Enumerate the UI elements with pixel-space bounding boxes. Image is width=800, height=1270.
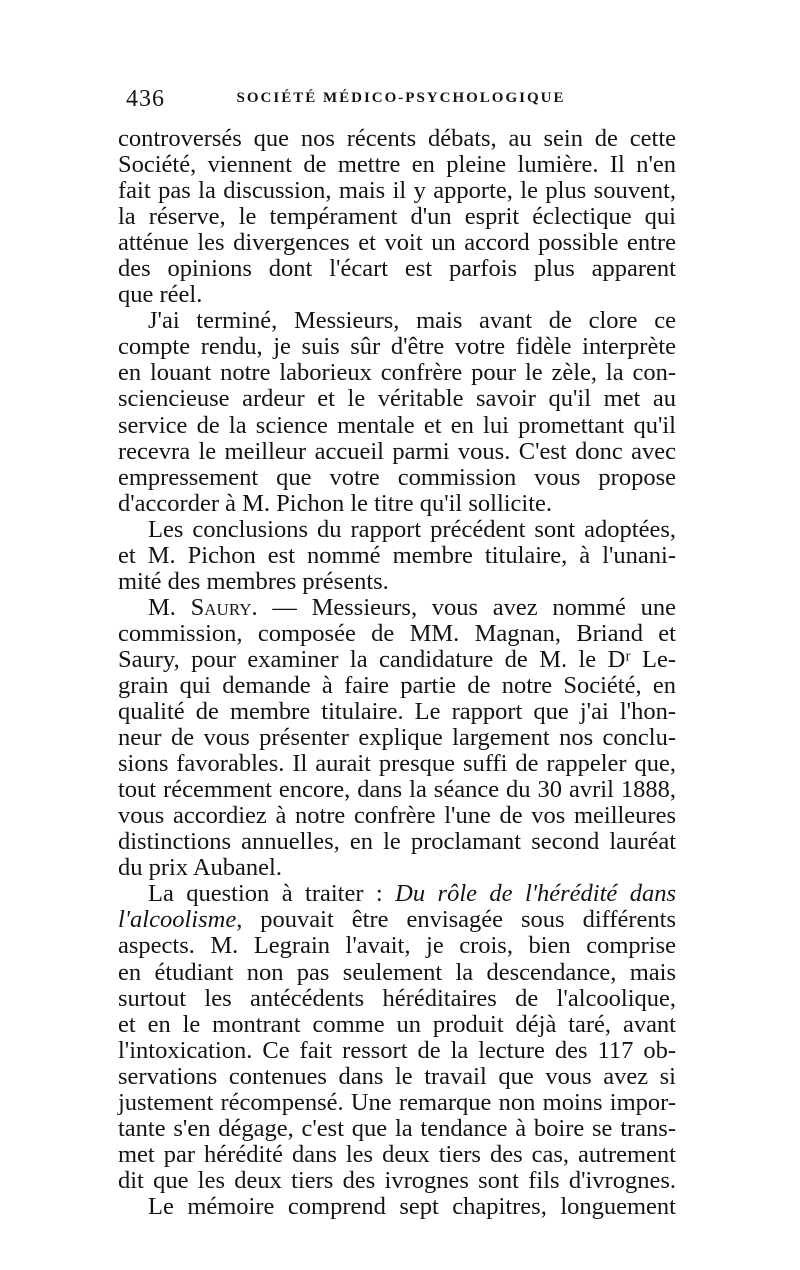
text-line: tante s'en dégage, c'est que la tendance à boire se trans-	[118, 1114, 676, 1142]
text-line: du prix Aubanel.	[118, 854, 282, 882]
text-line: surtout les antécédents héréditaires de l'alcoolique,	[118, 984, 676, 1012]
text-line: vous accordiez à notre confrère l'une de vos meilleures	[118, 802, 676, 830]
body-text	[118, 126, 676, 1220]
text-line: tout récemment encore, dans la séance du 30 avril 1888,	[118, 776, 676, 804]
text-line: dit que les deux tiers des ivrognes sont fils d'ivrognes.	[118, 1166, 676, 1194]
text-line: et M. Pichon est nommé membre titulaire, à l'unani-	[118, 541, 676, 569]
text-line: grain qui demande à faire partie de notre Société, en	[118, 671, 676, 699]
text-line	[118, 881, 676, 907]
text-line: met par hérédité dans les deux tiers des cas, autrement	[118, 1140, 676, 1168]
italic-title: Du rôle de l'hérédité dans	[395, 880, 677, 908]
text-line: distinctions annuelles, en le proclamant second lauréat	[118, 828, 676, 856]
text-line: aspects. M. Legrain l'avait, je crois, bien comprise	[118, 932, 676, 960]
text-line: en étudiant non pas seulement la descendance, mais	[118, 958, 676, 986]
text-line: service de la science mentale et en lui promettant qu'il	[118, 411, 676, 439]
text-line: Saury, pour examiner la candidature de M. le Dʳ Le-	[118, 645, 676, 673]
italic-title: l'alcoolisme	[118, 906, 237, 934]
text-line: empressement que votre commission vous propose	[118, 463, 676, 491]
text-segment: , pouvait être envisagée sous différents	[236, 906, 676, 934]
text-line: commission, composée de MM. Magnan, Briand et	[118, 619, 676, 647]
text-line: servations contenues dans le travail que vous avez si	[118, 1062, 676, 1090]
text-line: Le mémoire comprend sept chapitres, longuement	[148, 1192, 676, 1220]
text-line: d'accorder à M. Pichon le titre qu'il sollicite.	[118, 489, 553, 517]
text-line: controversés que nos récents débats, au sein de cette	[118, 125, 676, 152]
text-segment: Messieurs, vous avez nommé une	[311, 593, 677, 621]
text-line: justement récompensé. Une remarque non moins impor-	[118, 1088, 676, 1116]
text-line: atténue les divergences et voit un accord possible entre	[118, 229, 676, 257]
text-segment: La question à traiter :	[148, 880, 396, 908]
text-line: mité des membres présents.	[118, 567, 389, 595]
text-line: Société, viennent de mettre en pleine lumière. Il n'en	[118, 151, 676, 179]
text-line: la réserve, le tempérament d'un esprit éclectique qui	[118, 203, 676, 231]
speaker-name: M. Saury. —	[148, 593, 297, 621]
running-title: SOCIÉTÉ MÉDICO-PSYCHOLOGIQUE	[236, 90, 566, 106]
text-line: compte rendu, je suis sûr d'être votre fidèle interprète	[118, 333, 676, 361]
text-line: sciencieuse ardeur et le véritable savoir qu'il met au	[118, 385, 676, 413]
text-line: en louant notre laborieux confrère pour le zèle, la con-	[118, 359, 676, 387]
text-line: fait pas la discussion, mais il y apporte, le plus souvent,	[118, 177, 676, 205]
text-line: qualité de membre titulaire. Le rapport que j'ai l'hon-	[118, 698, 676, 726]
text-line: neur de vous présenter explique largement nos conclu-	[118, 724, 676, 752]
text-line	[118, 907, 676, 933]
page-header	[126, 86, 676, 116]
text-line: J'ai terminé, Messieurs, mais avant de clore ce	[148, 307, 676, 335]
text-line: des opinions dont l'écart est parfois plus apparent	[118, 255, 676, 283]
text-line: l'intoxication. Ce fait ressort de la lecture des 117 ob-	[118, 1036, 676, 1064]
text-line: Les conclusions du rapport précédent sont adoptées,	[148, 515, 676, 543]
text-line: recevra le meilleur accueil parmi vous. C'est donc avec	[118, 437, 676, 465]
text-line: sions favorables. Il aurait presque suffi de rappeler que,	[118, 750, 676, 778]
text-line: et en le montrant comme un produit déjà taré, avant	[118, 1010, 676, 1038]
text-line	[118, 595, 676, 621]
text-line: que réel.	[118, 281, 203, 309]
page-number: 436	[126, 86, 165, 112]
